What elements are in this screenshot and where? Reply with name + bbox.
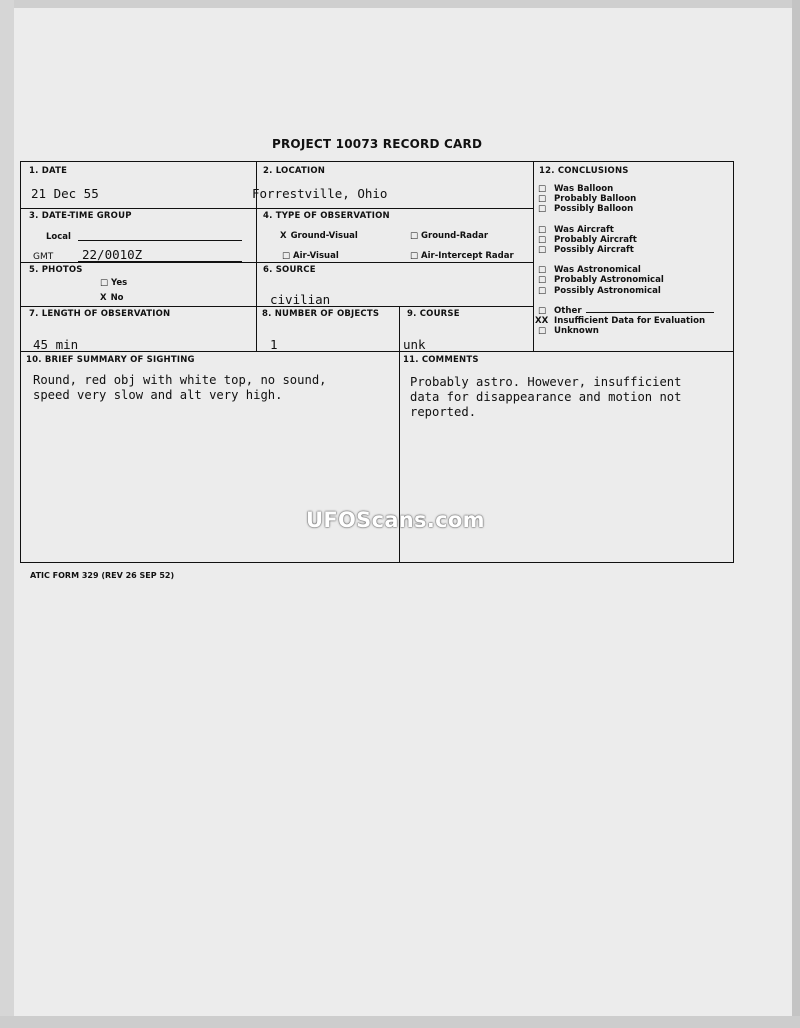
checkbox-mark: □ xyxy=(538,184,547,194)
checkbox-mark: XX xyxy=(535,315,549,326)
checkbox-mark: □ xyxy=(538,234,547,245)
photos-no-label: No xyxy=(110,293,124,303)
photos-yes-option xyxy=(100,278,127,288)
ground-radar-option xyxy=(410,231,488,241)
conclusion-possibly-balloon xyxy=(538,204,714,214)
photos-no-mark: X xyxy=(100,293,107,303)
conclusion-insufficient-data xyxy=(535,315,714,326)
photos-yes-label: Yes xyxy=(111,278,128,288)
number-of-objects-value: 1 xyxy=(270,337,278,352)
checkbox-mark: □ xyxy=(538,224,547,235)
ground-visual-mark: X xyxy=(280,231,287,241)
conclusion-probably-balloon xyxy=(538,194,714,204)
checkbox-mark: □ xyxy=(538,204,547,215)
scan-edge-top xyxy=(0,0,800,8)
conclusion-probably-astronomical xyxy=(538,275,714,285)
local-underline xyxy=(78,240,242,241)
ground-visual-option xyxy=(280,231,358,241)
air-visual-option xyxy=(282,251,339,261)
watermark: UFOScans.com xyxy=(306,508,485,532)
conclusion-label: Other xyxy=(554,305,582,316)
conclusions-list xyxy=(535,184,714,337)
comments-label: 11. COMMENTS xyxy=(403,355,479,365)
summary-text: Round, red obj with white top, no sound, speed very slow and alt very high. xyxy=(33,373,327,402)
conclusion-label: Possibly Aircraft xyxy=(554,244,634,255)
conclusion-label: Was Balloon xyxy=(554,184,614,194)
conclusion-label: Was Aircraft xyxy=(554,224,614,235)
checkbox-mark: □ xyxy=(538,305,547,316)
checkbox-mark: □ xyxy=(538,285,547,296)
photos-label: 5. PHOTOS xyxy=(29,265,83,275)
ground-radar-label: Ground-Radar xyxy=(421,231,489,241)
gmt-value: 22/0010Z xyxy=(82,247,143,262)
conclusion-label: Possibly Balloon xyxy=(554,204,634,215)
scan-edge-bottom xyxy=(0,1016,800,1028)
date-value: 21 Dec 55 xyxy=(31,186,99,201)
col-divider-2 xyxy=(533,162,534,351)
scan-edge-right xyxy=(792,0,800,1028)
checkbox-mark: □ xyxy=(538,244,547,255)
conclusion-label: Insufficient Data for Evaluation xyxy=(554,315,706,326)
length-of-observation-value: 45 min xyxy=(33,337,79,352)
conclusions-label: 12. CONCLUSIONS xyxy=(539,166,629,176)
checkbox-mark: □ xyxy=(538,275,547,286)
checkbox-mark: □ xyxy=(538,265,547,276)
conclusion-was-balloon xyxy=(538,184,714,194)
conclusion-label: Unknown xyxy=(554,326,599,337)
location-label: 2. LOCATION xyxy=(263,166,326,176)
conclusion-was-aircraft xyxy=(538,225,714,235)
conclusion-unknown xyxy=(538,326,714,336)
air-intercept-radar-label: Air-Intercept Radar xyxy=(421,251,514,261)
form-number: ATIC FORM 329 (REV 26 SEP 52) xyxy=(30,571,175,580)
conclusion-label: Was Astronomical xyxy=(554,265,641,276)
comments-text: Probably astro. However, insufficient data for disappearance and motion not reported. xyxy=(410,375,682,419)
source-value: civilian xyxy=(270,292,331,307)
checkbox-mark: □ xyxy=(538,194,547,205)
conclusion-possibly-aircraft xyxy=(538,245,714,255)
conclusion-possibly-astronomical xyxy=(538,286,714,296)
gmt-underline xyxy=(78,261,242,262)
course-value: unk xyxy=(403,337,426,352)
checkbox-mark: □ xyxy=(538,326,547,337)
course-label: 9. COURSE xyxy=(407,309,460,319)
conclusion-label: Probably Astronomical xyxy=(554,275,664,286)
summary-label: 10. BRIEF SUMMARY OF SIGHTING xyxy=(26,355,195,365)
card-title: PROJECT 10073 RECORD CARD xyxy=(272,137,483,151)
row-divider-4 xyxy=(21,351,733,352)
other-underline xyxy=(586,312,714,313)
air-visual-mark: □ xyxy=(282,251,291,261)
local-label: Local xyxy=(46,232,71,242)
source-label: 6. SOURCE xyxy=(263,265,316,275)
length-of-observation-label: 7. LENGTH OF OBSERVATION xyxy=(29,309,171,319)
gmt-label: GMT xyxy=(33,252,54,262)
conclusion-label: Possibly Astronomical xyxy=(554,285,661,296)
location-value: Forrestville, Ohio xyxy=(252,186,388,201)
conclusion-label: Probably Aircraft xyxy=(554,234,637,245)
date-label: 1. DATE xyxy=(29,166,68,176)
ground-radar-mark: □ xyxy=(410,231,419,241)
ground-visual-label: Ground-Visual xyxy=(290,231,358,241)
air-intercept-radar-option xyxy=(410,251,514,261)
conclusion-probably-aircraft xyxy=(538,235,714,245)
conclusion-other xyxy=(538,306,714,316)
photos-no-option xyxy=(100,293,124,303)
type-of-observation-label: 4. TYPE OF OBSERVATION xyxy=(263,211,390,221)
row-divider-1 xyxy=(21,208,533,209)
conclusion-was-astronomical xyxy=(538,265,714,275)
air-intercept-radar-mark: □ xyxy=(410,251,419,261)
photos-yes-mark: □ xyxy=(100,278,109,288)
air-visual-label: Air-Visual xyxy=(293,251,339,261)
date-time-group-label: 3. DATE-TIME GROUP xyxy=(29,211,132,221)
number-of-objects-label: 8. NUMBER OF OBJECTS xyxy=(262,309,380,319)
row-divider-2 xyxy=(21,262,533,263)
conclusion-label: Probably Balloon xyxy=(554,194,637,205)
scan-edge-left xyxy=(0,0,14,1028)
